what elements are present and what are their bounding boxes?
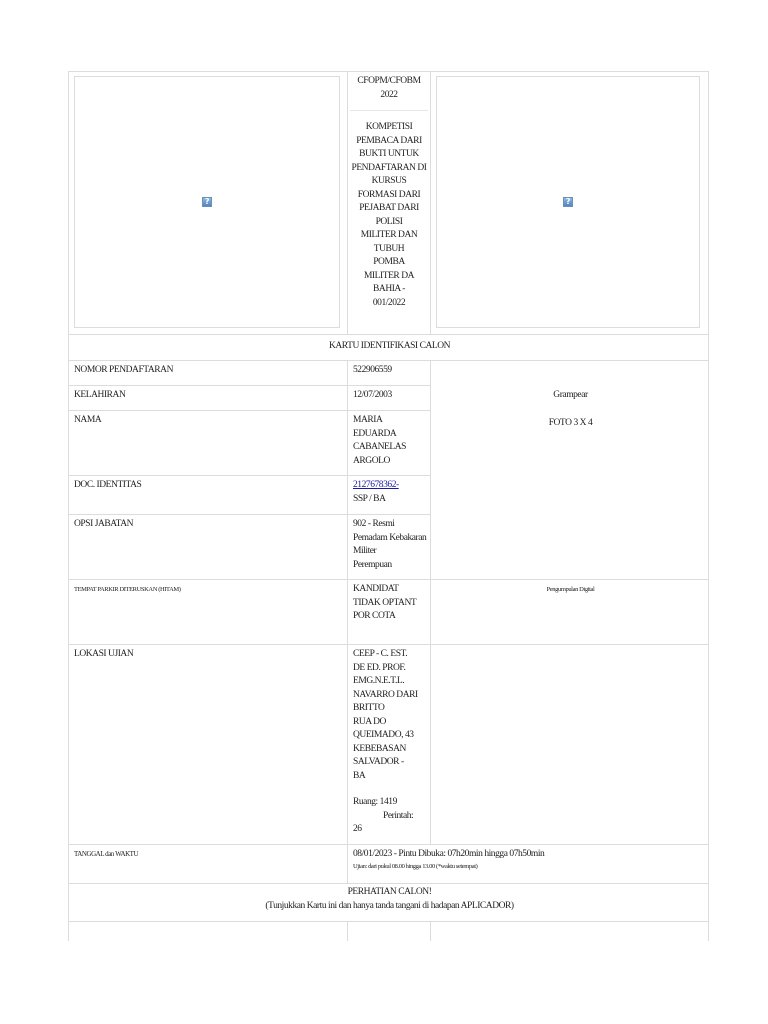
order-label: Perintah:: [383, 810, 414, 821]
photo-cell: [431, 361, 709, 580]
competition-line: BAHIA -: [373, 284, 405, 294]
competition-line: TUBUH: [373, 243, 405, 254]
signature-cell-middle: [348, 922, 431, 941]
parking-label: TEMPAT PARKIR DITERUSKAN (HITAM): [74, 586, 181, 593]
parking-value-cell: [348, 580, 431, 645]
doc-value-cell: [348, 476, 431, 515]
digital-collection-cell: [431, 580, 709, 645]
notice-title: PERHATIAN CALON!: [347, 887, 432, 897]
notice-text: (Tunjukkan Kartu ini dan hanya tanda tangani di hadapan APLICADOR): [265, 900, 514, 911]
notice-cell: [69, 884, 709, 922]
photo-line-2: FOTO 3 X 4: [548, 417, 593, 428]
birth-label: KELAHIRAN: [74, 390, 126, 400]
name-line: CABANELAS: [353, 442, 406, 452]
identification-card: [68, 71, 709, 941]
form-year: 2022: [380, 89, 398, 100]
card-title: KARTU IDENTIFIKASI CALON: [328, 341, 451, 351]
location-line: BRITTO: [353, 703, 385, 713]
option-line: Perempuan: [353, 559, 392, 570]
datetime-label: TANGGAL dan WAKTU: [74, 850, 139, 858]
left-logo-frame: [74, 76, 340, 328]
parking-line: POR COTA: [353, 611, 396, 621]
option-line: Pemadam Kebakaran: [353, 532, 427, 543]
location-line: CEEP - C. EST.: [353, 649, 408, 659]
location-blank-cell: [431, 645, 709, 845]
registration-label-cell: [69, 361, 348, 386]
name-value-cell: [348, 411, 431, 476]
competition-line: PENDAFTARAN DI: [351, 162, 427, 173]
option-label: OPSI JABATAN: [74, 519, 134, 529]
location-line: RUA DO: [353, 716, 386, 727]
card-title-cell: [69, 335, 709, 361]
parking-line: TIDAK OPTANT: [353, 597, 417, 608]
location-line: EMG.N.E.T.L.: [353, 676, 405, 686]
form-code: CFOPM/CFOBM: [357, 76, 421, 86]
datetime-doors: 08/01/2023 - Pintu Dibuka: 07h20min hingga 07h50min: [353, 849, 545, 859]
signature-cell-right: [431, 922, 709, 941]
order-value: 26: [353, 824, 362, 834]
datetime-value-cell: [348, 845, 709, 884]
datetime-label-cell: [69, 845, 348, 884]
competition-line: POLISI: [375, 216, 403, 227]
parking-line: KANDIDAT: [353, 584, 399, 594]
left-logo-cell: [69, 72, 348, 335]
digital-collection-label: Pengumpulan Digital: [546, 586, 595, 593]
option-value-cell: [348, 515, 431, 580]
option-label-cell: [69, 515, 348, 580]
photo-line-1: Grampear: [553, 390, 588, 400]
name-label-cell: [69, 411, 348, 476]
header-divider: [350, 110, 428, 111]
broken-image-icon: ?: [563, 197, 573, 207]
location-line: QUEIMADO, 43: [353, 730, 414, 740]
competition-line: BUKTI UNTUK: [359, 149, 419, 159]
registration-value-cell: [348, 361, 431, 386]
datetime-exam: Ujian: dari pukul 08.00 hingga 13.00 (*waktu setempat): [353, 862, 478, 870]
registration-value: 522906559: [353, 365, 392, 375]
competition-line: KURSUS: [371, 176, 407, 186]
birth-value: 12/07/2003: [353, 390, 392, 400]
competition-line: PEJABAT DARI: [359, 203, 419, 213]
location-line: KEBEBASAN: [353, 743, 406, 754]
right-logo-frame: [436, 76, 700, 328]
doc-number-link[interactable]: 2127678362-: [353, 480, 399, 490]
registration-label: NOMOR PENDAFTARAN: [74, 365, 174, 375]
doc-issuer: SSP / BA: [353, 493, 386, 504]
competition-line: FORMASI DARI: [357, 189, 421, 200]
signature-cell-left: [69, 922, 348, 941]
parking-label-cell: [69, 580, 348, 645]
right-logo-cell: [431, 72, 709, 335]
competition-line: PEMBACA DARI: [356, 135, 422, 146]
birth-label-cell: [69, 386, 348, 411]
doc-label: DOC. IDENTITAS: [74, 480, 142, 490]
location-line: NAVARRO DARI: [353, 689, 418, 700]
name-line: EDUARDA: [353, 428, 397, 439]
competition-line: KOMPETISI: [365, 122, 413, 132]
competition-line: MILITER DAN: [360, 230, 418, 240]
location-line: DE ED. PROF.: [353, 662, 406, 673]
location-value-cell: [348, 645, 431, 845]
location-label-cell: [69, 645, 348, 845]
name-line: ARGOLO: [353, 455, 390, 466]
birth-value-cell: [348, 386, 431, 411]
location-line: SALVADOR -: [353, 757, 404, 767]
location-label: LOKASI UJIAN: [74, 649, 134, 659]
broken-image-icon: ?: [202, 197, 212, 207]
header-title-cell: [348, 72, 431, 335]
competition-line: MILITER DA: [363, 270, 415, 281]
name-label: NAMA: [74, 415, 102, 425]
option-line: Militer: [353, 546, 377, 556]
option-line: 902 - Resmi: [353, 519, 395, 529]
doc-label-cell: [69, 476, 348, 515]
competition-line: POMBA: [373, 257, 405, 267]
location-line: BA: [353, 770, 366, 781]
name-line: MARIA: [353, 415, 383, 425]
room-number: Ruang: 1419: [353, 797, 397, 807]
competition-line: 001/2022: [372, 297, 406, 308]
